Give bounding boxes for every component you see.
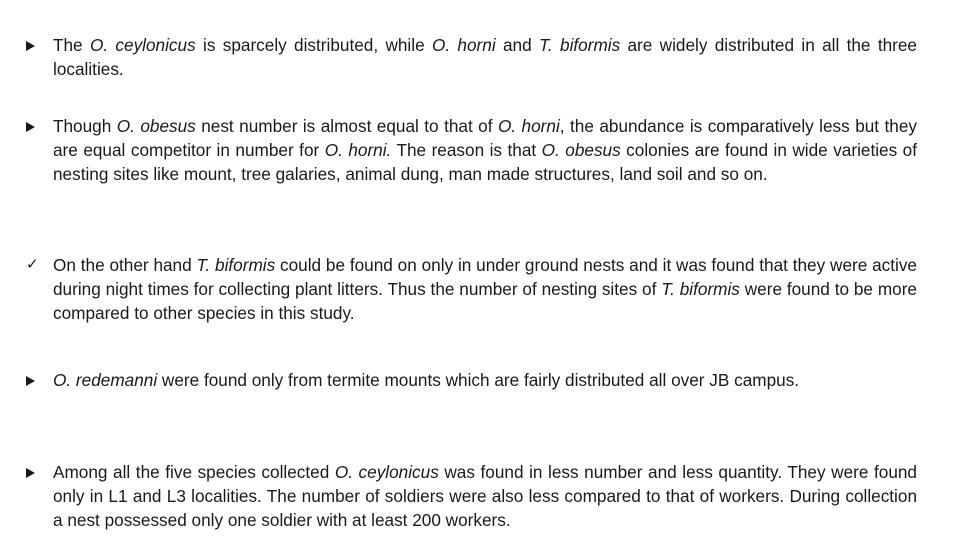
body-text: On the other hand <box>53 255 197 275</box>
bullet-paragraph-1 <box>53 33 917 81</box>
arrow-bullet-icon <box>26 460 46 484</box>
species-name-text: O. ceylonicus <box>334 462 439 482</box>
checkmark-bullet-icon: ✓ <box>26 256 39 273</box>
species-name-text: T. biformis <box>538 35 621 55</box>
body-text: were found to be more compared to other species in this study. <box>53 279 917 323</box>
species-name-text: O. redemanni <box>53 370 158 390</box>
body-text: are widely distributed in all the three localities. <box>53 35 917 79</box>
body-text: could be found on only in under ground nests and it was found that they were active during night times for collecting plant litters. Thus the number of nesting sites of <box>53 255 917 299</box>
body-text: Though <box>53 116 117 136</box>
species-name-text: O. horni. <box>324 140 392 160</box>
body-text: colonies are found in wide varieties of nesting sites like mount, tree galaries, animal dung, man made structures, land soil and so on. <box>53 140 918 184</box>
arrow-bullet-icon <box>26 33 46 57</box>
arrow-bullet-icon <box>26 114 46 138</box>
body-text: Among all the five species collected <box>53 462 335 482</box>
bullet-paragraph-2 <box>53 114 917 186</box>
body-text: and <box>495 35 539 55</box>
body-text: , the abundance is comparatively less but they are equal competitor in number for <box>53 116 918 160</box>
species-name-text: O. horni <box>497 116 560 136</box>
species-name-text: T. biformis <box>196 255 276 275</box>
body-text: is sparcely distributed, while <box>195 35 432 55</box>
bullet-paragraph-5 <box>53 460 917 532</box>
bullet-paragraph-4 <box>53 368 917 392</box>
species-name-text: O. ceylonicus <box>89 35 196 55</box>
species-name-text: O. horni <box>431 35 496 55</box>
species-name-text: O. obesus <box>541 140 621 160</box>
species-name-text: O. obesus <box>116 116 196 136</box>
body-text: The reason is that <box>391 140 542 160</box>
species-name-text: T. biformis <box>661 279 740 299</box>
body-text: was found in less number and less quantity. They were found only in L1 and L3 localities. The number of soldiers were also less compared to that of workers. During collection a nest possessed only one soldier with at least 200 workers. <box>53 462 917 530</box>
body-text: The <box>53 35 90 55</box>
bullet-paragraph-3 <box>53 253 917 325</box>
body-text: were found only from termite mounts which are fairly distributed all over JB campus. <box>157 370 800 390</box>
body-text: nest number is almost equal to that of <box>195 116 498 136</box>
arrow-bullet-icon <box>26 368 46 392</box>
